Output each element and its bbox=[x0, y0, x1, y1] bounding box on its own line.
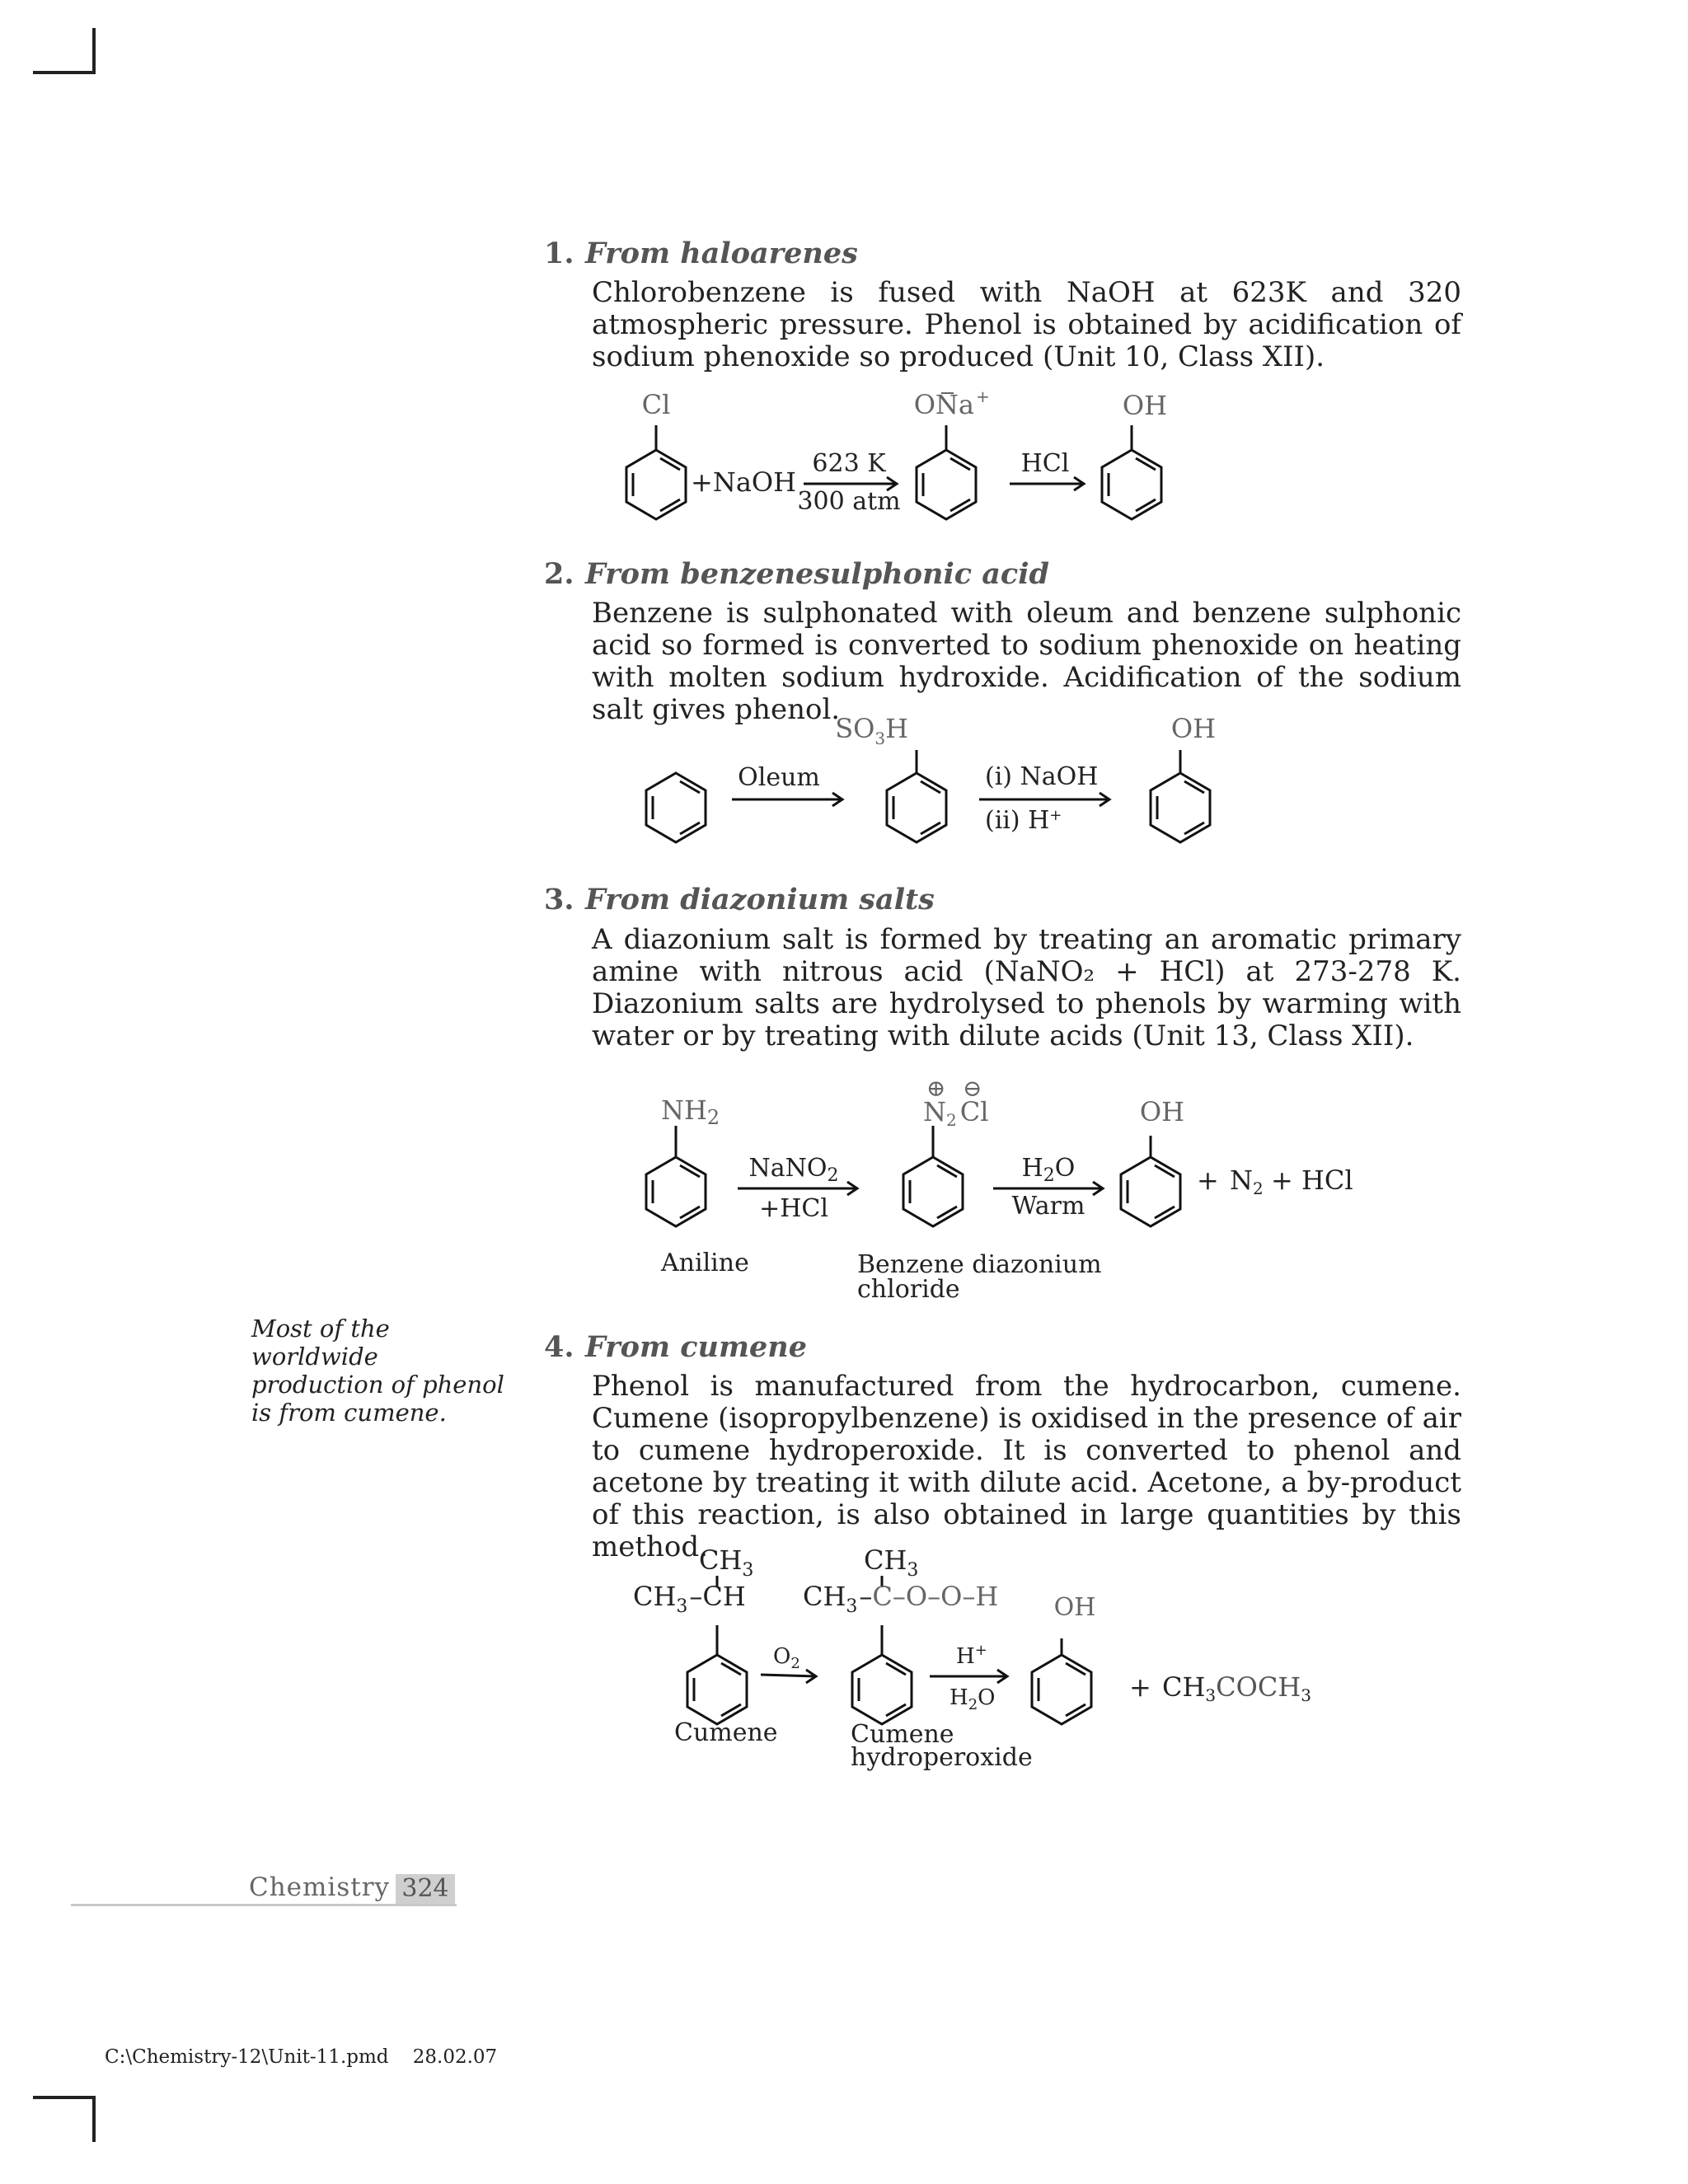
methyl-group: $CH_3$ bbox=[864, 1544, 919, 1581]
substituent-label: OH bbox=[1139, 1096, 1185, 1127]
reaction-arrow bbox=[930, 1670, 1007, 1683]
reaction-arrow bbox=[732, 793, 842, 806]
substituent-label: ONa bbox=[913, 389, 974, 420]
benzene-ring bbox=[646, 773, 706, 842]
reaction-arrow bbox=[738, 1182, 857, 1195]
section-1-body: Chlorobenzene is fused with NaOH at 623K and 320 atmospheric pressure. Phenol is obtained by acidification of sodium phenoxide so produced (Unit 10, Class XII). bbox=[592, 276, 1461, 373]
benzene-ring bbox=[917, 425, 976, 519]
condition-label: 300 atm bbox=[797, 487, 901, 516]
compound-name: Cumene bbox=[674, 1718, 778, 1747]
reaction-1-diagram bbox=[577, 387, 1203, 532]
section-number: 1. bbox=[544, 237, 574, 270]
benzene-ring bbox=[646, 1126, 706, 1226]
benzene-ring bbox=[1102, 425, 1161, 519]
byproduct-label: + HCl bbox=[1271, 1165, 1353, 1196]
section-3-body: A diazonium salt is formed by treating an aromatic primary amine with nitrous acid (NaNO₂ + HCl) at 273-278 K. Diazonium salts are hydrolysed to phenols by warming with water or by treating with dilute acids (Unit 13, Class XII). bbox=[592, 923, 1461, 1052]
compound-name: Benzene diazonium bbox=[857, 1250, 1102, 1279]
crop-mark-bottom bbox=[33, 2096, 96, 2142]
step-label: (ii) H+ bbox=[985, 806, 1062, 835]
file-date: 28.02.07 bbox=[412, 2046, 498, 2068]
reaction-arrow bbox=[1010, 477, 1084, 490]
file-path: C:\Chemistry-12\Unit-11.pmd bbox=[105, 2046, 389, 2068]
benzene-ring bbox=[1151, 750, 1210, 842]
benzene-ring bbox=[626, 425, 686, 519]
step-label: (i) NaOH bbox=[985, 762, 1099, 791]
section-1-title bbox=[544, 237, 858, 270]
benzene-ring bbox=[687, 1625, 747, 1724]
methyl-group: $CH_3$ bbox=[699, 1544, 754, 1581]
reagent-label: HCl bbox=[1020, 449, 1070, 478]
page-number: 324 bbox=[396, 1874, 455, 1905]
negative-charge-icon: ⊖ bbox=[963, 1075, 982, 1102]
benzene-ring bbox=[903, 1126, 963, 1226]
reaction-arrow bbox=[761, 1670, 816, 1683]
reagent-label: Oleum bbox=[738, 763, 820, 792]
section-number: 4. bbox=[544, 1330, 574, 1364]
compound-name: hydroperoxide bbox=[851, 1743, 1033, 1772]
substituent-label: OH bbox=[1122, 390, 1168, 421]
substituent-label: NH2 bbox=[661, 1094, 720, 1129]
charge-label: + bbox=[976, 387, 990, 406]
section-number: 3. bbox=[544, 883, 574, 916]
methyl-group: $CH_3-CH$ bbox=[633, 1581, 746, 1617]
section-heading: From haloarenes bbox=[585, 237, 858, 270]
compound-name: Aniline bbox=[661, 1249, 749, 1277]
section-4-title bbox=[544, 1330, 807, 1364]
reaction-arrow bbox=[979, 793, 1109, 806]
condition-label: Warm bbox=[1011, 1192, 1085, 1221]
hydroperoxide-group: $CH_3-C-O-O-H$ bbox=[803, 1581, 999, 1617]
substituent-label: OH bbox=[1053, 1593, 1096, 1622]
reagent-label: +HCl bbox=[759, 1194, 828, 1223]
substituent-label: OH bbox=[1170, 713, 1217, 744]
reaction-4-diagram bbox=[626, 1541, 1385, 1780]
compound-name: Cumene bbox=[851, 1720, 954, 1749]
substituent-label: Cl bbox=[641, 389, 671, 420]
reagent-label: $H_2O$ bbox=[950, 1685, 996, 1713]
file-path-info bbox=[105, 2046, 497, 2068]
reagent-label: NaNO$_2$ bbox=[748, 1154, 839, 1186]
substituent-label: $SO_3H$ bbox=[835, 713, 908, 748]
benzene-ring bbox=[887, 750, 946, 842]
section-2-body: Benzene is sulphonated with oleum and benzene sulphonic acid so formed is converted to sodium phenoxide on heating with molten sodium hydroxide. Acidification of the sodium salt gives phenol. bbox=[592, 597, 1461, 726]
section-heading: From cumene bbox=[585, 1330, 808, 1364]
margin-note: Most of the worldwide production of phenol is from cumene. bbox=[251, 1315, 504, 1427]
section-3-title bbox=[544, 883, 935, 916]
substituent-label: N2 Cl bbox=[923, 1096, 989, 1130]
section-number: 2. bbox=[544, 557, 574, 591]
benzene-ring bbox=[1032, 1638, 1091, 1724]
reagent-label: H+ bbox=[956, 1642, 987, 1669]
section-heading: From benzenesulphonic acid bbox=[585, 557, 1049, 591]
benzene-ring bbox=[1121, 1136, 1180, 1226]
condition-label: 623 K bbox=[812, 449, 886, 478]
footer-rule bbox=[71, 1904, 457, 1906]
reagent-label: +NaOH bbox=[691, 466, 797, 498]
section-2-title bbox=[544, 557, 1049, 591]
plus-sign: + bbox=[1129, 1671, 1151, 1703]
acetone-formula: CH3COCH3 bbox=[1162, 1671, 1311, 1705]
byproduct-label: N2 bbox=[1230, 1165, 1264, 1198]
benzene-ring bbox=[852, 1625, 912, 1724]
reagent-label: $H_2O$ bbox=[1021, 1154, 1076, 1186]
compound-name: chloride bbox=[857, 1275, 960, 1304]
section-4-body: Phenol is manufactured from the hydrocarbon, cumene. Cumene (isopropylbenzene) is oxidised in the presence of air to cumene hydroperoxide. It is converted to phenol and acetone by treating it with dilute acid. Acetone, a by-product of this reaction, is also obtained in large quantities by this method. bbox=[592, 1370, 1461, 1563]
plus-sign: + bbox=[1197, 1165, 1219, 1196]
reaction-2-diagram bbox=[610, 705, 1236, 849]
reagent-label: $O_2$ bbox=[773, 1644, 800, 1672]
section-heading: From diazonium salts bbox=[585, 883, 935, 916]
crop-mark-top bbox=[33, 28, 96, 74]
footer-subject: Chemistry bbox=[249, 1872, 391, 1902]
reaction-3-diagram bbox=[610, 1071, 1368, 1310]
positive-charge-icon: ⊕ bbox=[926, 1075, 946, 1102]
